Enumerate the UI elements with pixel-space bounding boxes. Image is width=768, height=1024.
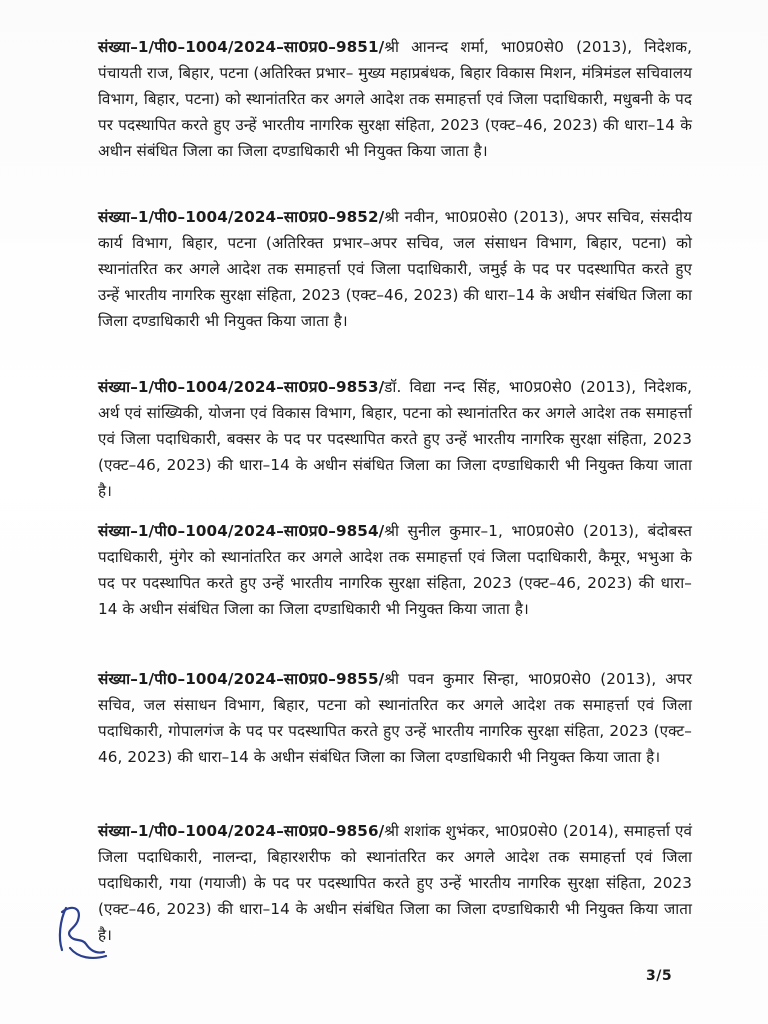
order-text: श्री शशांक शुभंकर, भा0प्र0से0 (2014), समाहर्त्ता एवं जिला पदाधिकारी, नालन्दा, बिहारशरीफ को स्थानांतरित कर अगले आदेश तक समाहर्त्ता एवं जिला पदाधिकारी, गया (गयाजी) के पद पर पदस्थापित करते हुए उन्हें भारतीय नागरिक सुरक्षा संहिता, 2023 (एक्ट–46, 2023) की धारा–14 के अधीन संबंधित जिला का जिला दण्डाधिकारी भी नियुक्त किया जाता है। xyxy=(98,822,692,944)
order-number: संख्या–1/पी0–1004/2024–सा0प्र0–9855/ xyxy=(98,670,385,688)
order-paragraph-9852 xyxy=(98,204,692,334)
order-text: डॉ. विद्या नन्द सिंह, भा0प्र0से0 (2013), निदेशक, अर्थ एवं सांख्यिकी, योजना एवं विकास विभाग, बिहार, पटना को स्थानांतरित कर अगले आदेश तक समाहर्त्ता एवं जिला पदाधिकारी, बक्सर के पद पर पदस्थापित करते हुए उन्हें भारतीय नागरिक सुरक्षा संहिता, 2023 (एक्ट–46, 2023) की धारा–14 के अधीन संबंधित जिला का जिला दण्डाधिकारी भी नियुक्त किया जाता है। xyxy=(98,378,692,500)
handwritten-signature xyxy=(52,898,108,962)
page-number: 3/5 xyxy=(646,968,673,984)
order-number: संख्या–1/पी0–1004/2024–सा0प्र0–9852/ xyxy=(98,208,385,226)
order-text: श्री आनन्द शर्मा, भा0प्र0से0 (2013), निदेशक, पंचायती राज, बिहार, पटना (अतिरिक्त प्रभार– मुख्य महाप्रबंधक, बिहार विकास मिशन, मंत्रिमंडल सचिवालय विभाग, बिहार, पटना) को स्थानांतरित कर अगले आदेश तक समाहर्त्ता एवं जिला पदाधिकारी, मधुबनी के पद पर पदस्थापित करते हुए उन्हें भारतीय नागरिक सुरक्षा संहिता, 2023 (एक्ट–46, 2023) की धारा–14 के अधीन संबंधित जिला का जिला दण्डाधिकारी भी नियुक्त किया जाता है। xyxy=(98,38,692,160)
order-number: संख्या–1/पी0–1004/2024–सा0प्र0–9853/ xyxy=(98,378,385,396)
order-paragraph-9853 xyxy=(98,374,692,504)
order-text: श्री नवीन, भा0प्र0से0 (2013), अपर सचिव, संसदीय कार्य विभाग, बिहार, पटना (अतिरिक्त प्रभार–अपर सचिव, जल संसाधन विभाग, बिहार, पटना) को स्थानांतरित कर अगले आदेश तक समाहर्त्ता एवं जिला पदाधिकारी, जमुई के पद पर पदस्थापित करते हुए उन्हें भारतीय नागरिक सुरक्षा संहिता, 2023 (एक्ट–46, 2023) की धारा–14 के अधीन संबंधित जिला का जिला दण्डाधिकारी भी नियुक्त किया जाता है। xyxy=(98,208,692,330)
order-paragraph-9854 xyxy=(98,518,692,622)
order-number: संख्या–1/पी0–1004/2024–सा0प्र0–9856/ xyxy=(98,822,385,840)
order-paragraph-9851 xyxy=(98,34,692,164)
order-paragraph-9856 xyxy=(98,818,692,948)
order-paragraph-9855 xyxy=(98,666,692,770)
order-text: श्री पवन कुमार सिन्हा, भा0प्र0से0 (2013), अपर सचिव, जल संसाधन विभाग, बिहार, पटना को स्थानांतरित कर अगले आदेश तक समाहर्त्ता एवं जिला पदाधिकारी, गोपालगंज के पद पर पदस्थापित करते हुए उन्हें भारतीय नागरिक सुरक्षा संहिता, 2023 (एक्ट–46, 2023) की धारा–14 के अधीन संबंधित जिला का जिला दण्डाधिकारी भी नियुक्त किया जाता है। xyxy=(98,670,692,766)
order-text: श्री सुनील कुमार–1, भा0प्र0से0 (2013), बंदोबस्त पदाधिकारी, मुंगेर को स्थानांतरित कर अगले आदेश तक समाहर्त्ता एवं जिला पदाधिकारी, कैमूर, भभुआ के पद पर पदस्थापित करते हुए उन्हें भारतीय नागरिक सुरक्षा संहिता, 2023 (एक्ट–46, 2023) की धारा–14 के अधीन संबंधित जिला का जिला दण्डाधिकारी भी नियुक्त किया जाता है। xyxy=(98,522,692,618)
order-number: संख्या–1/पी0–1004/2024–सा0प्र0–9851/ xyxy=(98,38,385,56)
order-number: संख्या–1/पी0–1004/2024–सा0प्र0–9854/ xyxy=(98,522,385,540)
